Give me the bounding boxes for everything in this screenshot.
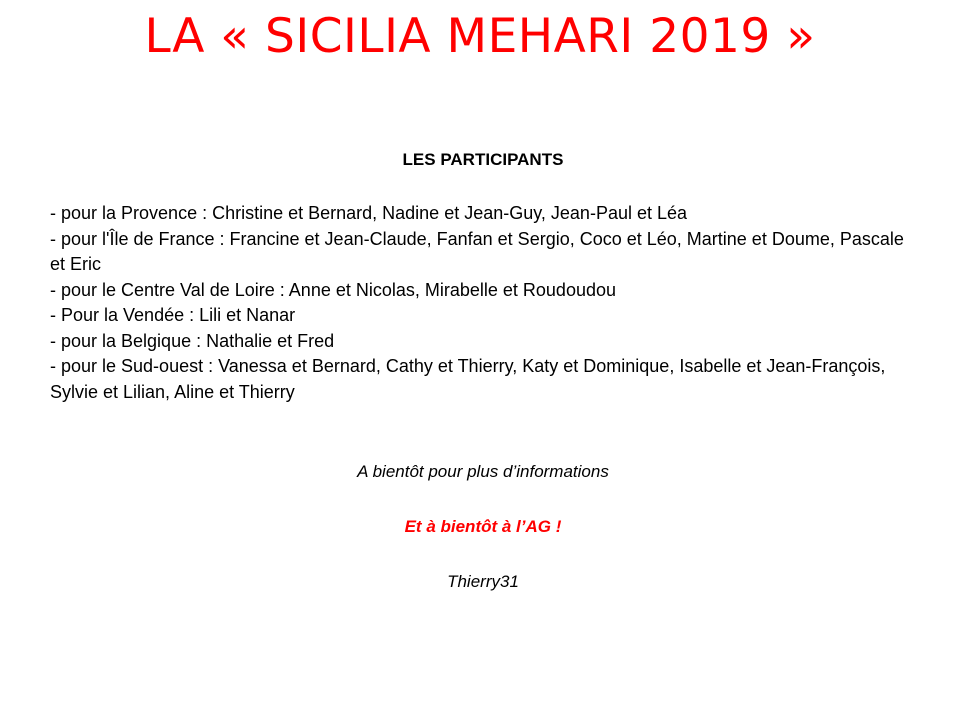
- participant-line-vendee: - Pour la Vendée : Lili et Nanar: [50, 305, 296, 325]
- participant-line-belgique: - pour la Belgique : Nathalie et Fred: [50, 330, 335, 351]
- page-title: LA « SICILIA MEHARI 2019 »: [144, 9, 816, 64]
- signature: Thierry31: [447, 572, 519, 591]
- participant-line-ile-de-france: - pour l'Île de France : Francine et Jean-Claude, Fanfan et Sergio, Coco et Léo, Martine et Doume, Pascale et Eric: [50, 228, 904, 274]
- participants-list: [50, 201, 912, 405]
- participant-line-sud-ouest: - pour le Sud-ouest : Vanessa et Bernard, Cathy et Thierry, Katy et Dominique, Isabelle et Jean-François, Sylvie et Lilian, Aline et Thierry: [50, 356, 886, 402]
- participants-heading: LES PARTICIPANTS: [402, 150, 564, 169]
- participant-line-provence: - pour la Provence : Christine et Bernard, Nadine et Jean-Guy, Jean-Paul et Léa: [50, 203, 688, 223]
- participant-line-centre-val-de-loire: - pour le Centre Val de Loire : Anne et Nicolas, Mirabelle et Roudoudou: [50, 279, 616, 300]
- more-info-note: A bientôt pour plus d’informations: [357, 462, 609, 481]
- ag-farewell: Et à bientôt à l’AG !: [404, 517, 562, 536]
